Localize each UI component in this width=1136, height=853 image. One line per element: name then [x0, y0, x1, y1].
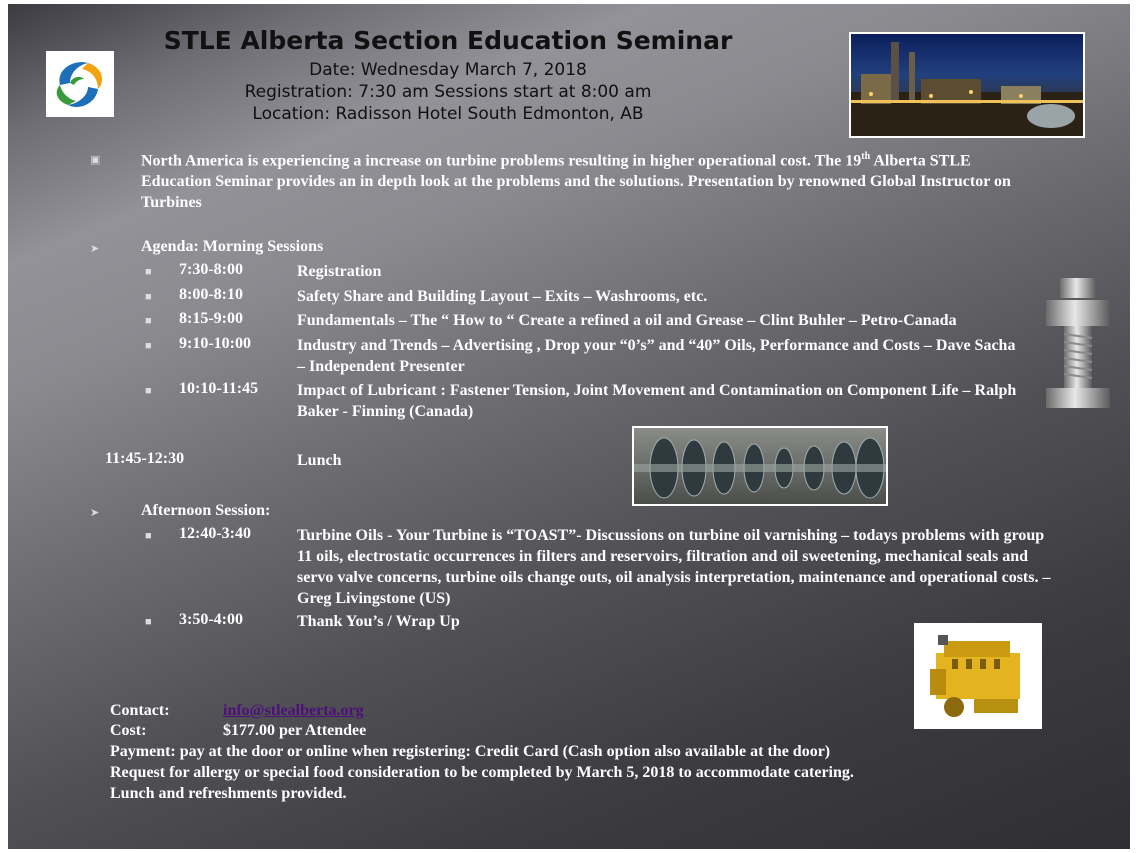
session-time: 12:40-3:40	[179, 525, 251, 542]
seminar-date: Date: Wednesday March 7, 2018	[309, 60, 587, 80]
seminar-title: STLE Alberta Section Education Seminar	[163, 26, 733, 55]
morning-heading: Agenda: Morning Sessions	[141, 238, 324, 255]
allergy-info: Request for allergy or special food consideration to be completed by March 5, 2018 to accommodate catering.	[110, 764, 854, 781]
payment-info: Payment: pay at the door or online when registering: Credit Card (Cash option also available at the door)	[110, 743, 831, 760]
square-bullet-icon: ▣	[90, 154, 101, 166]
intro-paragraph	[141, 146, 1021, 213]
location-info: Location: Radisson Hotel South Edmonton, AB	[252, 104, 644, 124]
refreshments-info: Lunch and refreshments provided.	[110, 785, 347, 802]
contact-email-link[interactable]: info@stlealberta.org	[223, 702, 364, 719]
arrow-bullet-icon: ➤	[90, 243, 100, 255]
small-square-bullet-icon: ■	[145, 530, 152, 542]
session-desc: Thank You’s / Wrap Up	[297, 613, 460, 630]
lunch-time: 11:45-12:30	[105, 450, 185, 467]
lunch-label: Lunch	[297, 452, 342, 469]
session-time: 8:00-8:10	[179, 286, 243, 303]
refinery-photo	[849, 32, 1085, 138]
engine-photo	[914, 623, 1042, 729]
bolt-image	[1044, 276, 1112, 412]
session-desc: Turbine Oils - Your Turbine is “TOAST”- Discussions on turbine oil varnishing – todays problems with group 11 oils, electrostatic occurrences in filters and reservoirs, filtration and oil sweetening, mechanical seals and servo valve concerns, turbine oils change outs, oil analysis interpretation, maintenance and operational costs. – Greg Livingstone (US)	[297, 527, 1051, 607]
session-desc: Safety Share and Building Layout – Exits – Washrooms, etc.	[297, 288, 708, 305]
session-time: 10:10-11:45	[179, 380, 259, 397]
registration-info: Registration: 7:30 am Sessions start at 8:00 am	[244, 82, 652, 102]
intro-superscript: th	[861, 151, 871, 162]
intro-text-b: Alberta STLE Education Seminar provides an in depth look at the problems and the solutions. Presentation by renowned Global Instructor on Turbines	[141, 152, 1011, 212]
session-desc: Registration	[297, 263, 382, 280]
turbine-rotor-photo	[632, 426, 888, 506]
cost-value: $177.00 per Attendee	[223, 722, 367, 739]
small-square-bullet-icon: ■	[145, 616, 152, 628]
intro-text-a: North America is experiencing a increase on turbine problems resulting in higher operational cost. The 19	[141, 152, 862, 170]
session-time: 9:10-10:00	[179, 335, 251, 352]
afternoon-heading: Afternoon Session:	[141, 502, 271, 519]
small-square-bullet-icon: ■	[145, 340, 152, 352]
arrow-bullet-icon: ➤	[90, 507, 100, 519]
session-desc: Fundamentals – The “ How to “ Create a refined a oil and Grease – Clint Buhler – Petro-Canada	[297, 312, 957, 329]
session-desc: Impact of Lubricant : Fastener Tension, Joint Movement and Contamination on Component Life – Ralph Baker - Finning (Canada)	[297, 382, 1017, 420]
small-square-bullet-icon: ■	[145, 315, 152, 327]
small-square-bullet-icon: ■	[145, 291, 152, 303]
session-time: 8:15-9:00	[179, 310, 243, 327]
cost-label: Cost:	[110, 722, 147, 739]
small-square-bullet-icon: ■	[145, 385, 152, 397]
small-square-bullet-icon: ■	[145, 266, 152, 278]
session-desc: Industry and Trends – Advertising , Drop your “0’s” and “40” Oils, Performance and Costs – Dave Sacha – Independent Presenter	[297, 337, 1016, 375]
contact-label: Contact:	[110, 702, 170, 719]
session-time: 7:30-8:00	[179, 261, 243, 278]
session-time: 3:50-4:00	[179, 611, 243, 628]
seminar-slide	[8, 4, 1130, 849]
